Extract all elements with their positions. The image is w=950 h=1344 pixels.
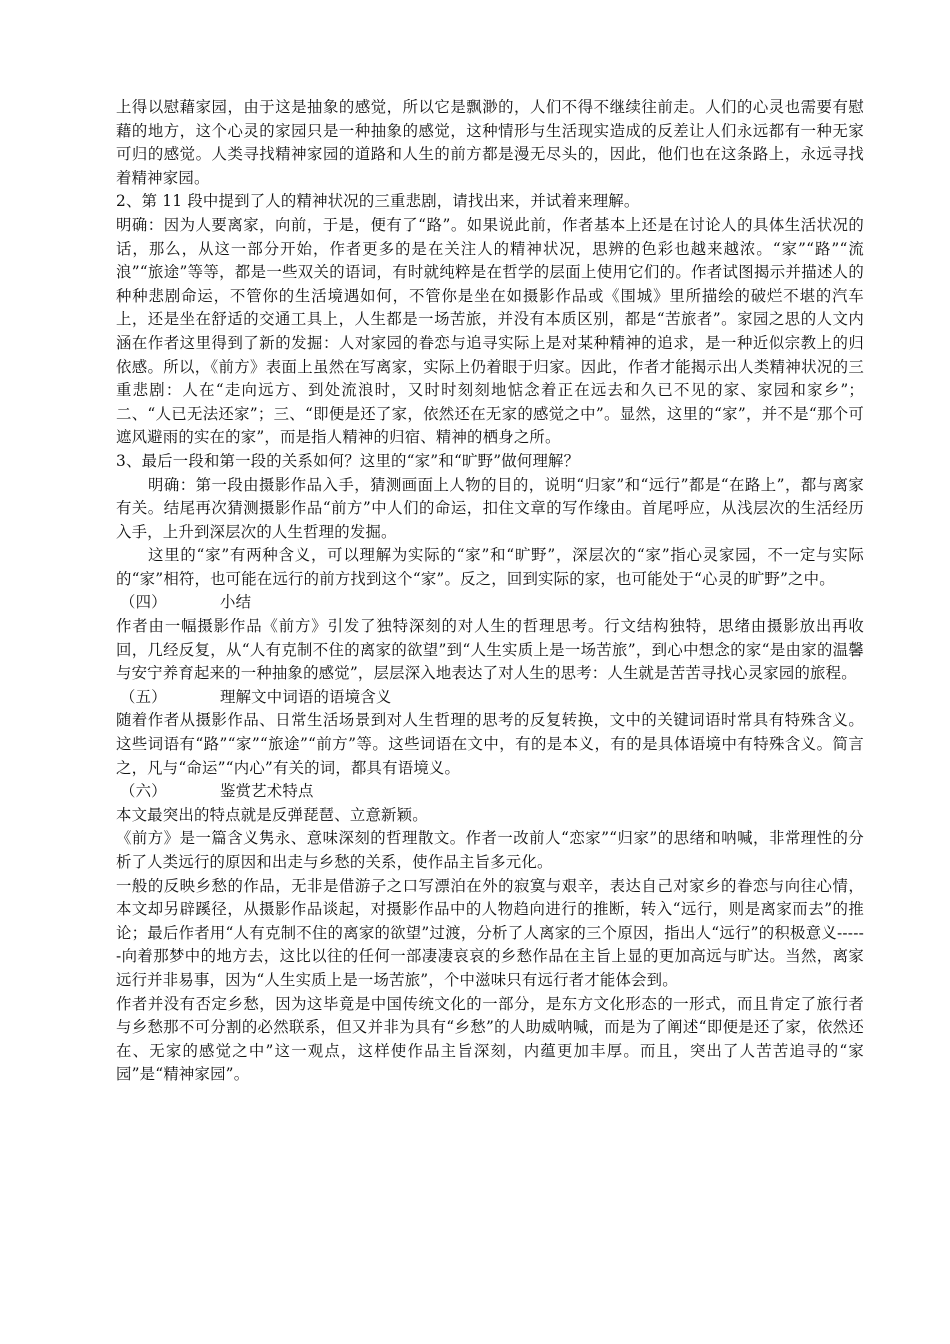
answer-3-part-1: 明确：第一段由摄影作品入手，猜测画面上人物的目的，说明“归家”和“远行”都是“在路上”，都与离家有关。结尾再次猜测摄影作品“前方”中人们的命运，扣住文章的写作缘由。首尾呼应，从浅层次的生活经历入手，上升到深层次的人生哲理的发掘。	[116, 475, 864, 541]
section-number: （四）	[120, 593, 167, 612]
question-3: 3、最后一段和第一段的关系如何？这里的“家”和“旷野”做何理解？	[116, 451, 580, 470]
section-heading-5	[116, 686, 864, 710]
word-meaning-paragraph: 随着作者从摄影作品、日常生活场景到对人生哲理的思考的反复转换，文中的关键词语时常具有特殊含义。这些词语有“路”“家”“旅途”“前方”等。这些词语在文中，有的是本义，有的是具体语境中有特殊含义。简言之，凡与“命运”“内心”有关的词，都具有语境义。	[116, 711, 864, 777]
art-feature-paragraph-1: 本文最突出的特点就是反弹琵琶、立意新颖。	[116, 805, 428, 824]
section-heading-4	[116, 591, 864, 615]
art-feature-paragraph-3: 一般的反映乡愁的作品，无非是借游子之口写漂泊在外的寂寞与艰辛，表达自己对家乡的眷恋与向往心情，本文却另辟蹊径，从摄影作品谈起，对摄影作品中的人物趋向进行的推断，转入“远行，则是离家而去”的推论；最后作者用“人有克制不住的离家的欲望”过渡，分析了人离家的三个原因，指出人“远行”的积极意义------向着那梦中的地方去，这比以往的任何一部凄凄哀哀的乡愁作品在主旨上显的更加高远与旷达。当然，离家远行并非易事，因为“人生实质上是一场苦旅”，个中滋味只有远行者才能体会到。	[116, 876, 864, 989]
section-heading-6	[116, 780, 864, 804]
art-feature-paragraph-2: 《前方》是一篇含义隽永、意味深刻的哲理散文。作者一改前人“恋家”“归家”的思绪和呐喊，非常理性的分析了人类远行的原因和出走与乡愁的关系，使作品主旨多元化。	[116, 829, 864, 871]
section-number: （六）	[120, 782, 167, 801]
section-title: 小结	[220, 593, 252, 612]
section-title: 理解文中词语的语境含义	[220, 687, 392, 706]
section-number: （五）	[120, 687, 167, 706]
section-title: 鉴赏艺术特点	[220, 782, 314, 801]
paragraph-spiritual-home: 上得以慰藉家园，由于这是抽象的感觉，所以它是飘渺的，人们不得不继续往前走。人们的心灵也需要有慰藉的地方，这个心灵的家园只是一种抽象的感觉，这种情形与生活现实造成的反差让人们永远都有一种无家可归的感觉。人类寻找精神家园的道路和人生的前方都是漫无尽头的，因此，他们也在这条路上，永远寻找着精神家园。	[116, 98, 864, 187]
answer-2: 明确：因为人要离家，向前，于是，便有了“路”。如果说此前，作者基本上还是在讨论人的具体生活状况的话，那么，从这一部分开始，作者更多的是在关注人的精神状况，思辨的色彩也越来越浓。“家”“路”“流浪”“旅途”等等，都是一些双关的语词，有时就纯粹是在哲学的层面上使用它们的。作者试图揭示并描述人的种种悲剧命运，不管你的生活境遇如何，不管你是坐在如摄影作品或《围城》里所描绘的破烂不堪的汽车上，还是坐在舒适的交通工具上，人生都是一场苦旅，并没有本质区别，都是“苦旅者”。家园之思的人文内涵在作者这里得到了新的发掘：人对家园的眷恋与追寻实际上是对某种精神的追求，是一种近似宗教上的归依感。所以，《前方》表面上虽然在写离家，实际上仍着眼于归家。因此，作者才能揭示出人类精神状况的三重悲剧：人在“走向远方、到处流浪时，又时时刻刻地惦念着正在远去和久已不见的家、家园和家乡”；二、“人已无法还家”；三、“即便是还了家，依然还在无家的感觉之中”。显然，这里的“家”，并不是“那个可遮风避雨的实在的家”，而是指人精神的归宿、精神的栖身之所。	[116, 215, 864, 447]
summary-paragraph: 作者由一幅摄影作品《前方》引发了独特深刻的对人生的哲理思考。行文结构独特，思绪由摄影放出再收回，几经反复，从“人有克制不住的离家的欲望”到“人生实质上是一场苦旅”，到心中想念的家“是由家的温馨与安宁养育起来的一种抽象的感觉”，层层深入地表达了对人生的思考：人生就是苦苦寻找心灵家园的旅程。	[116, 617, 864, 683]
answer-3-part-2: 这里的“家”有两种含义，可以理解为实际的“家”和“旷野”，深层次的“家”指心灵家园，不一定与实际的“家”相符，也可能在远行的前方找到这个“家”。反之，回到实际的家，也可能处于“心灵的旷野”之中。	[116, 546, 864, 588]
art-feature-paragraph-4: 作者并没有否定乡愁，因为这毕竟是中国传统文化的一部分，是东方文化形态的一形式，而且肯定了旅行者与乡愁那不可分割的必然联系，但又并非为具有“乡愁”的人助威呐喊，而是为了阐述“即便是还了家，依然还在、无家的感觉之中”这一观点，这样使作品主旨深刻，内蕴更加丰厚。而且，突出了人苦苦追寻的“家园”是“精神家园”。	[116, 994, 864, 1084]
document-page	[116, 96, 864, 1087]
question-2: 2、第 11 段中提到了人的精神状况的三重悲剧，请找出来，并试着来理解。	[116, 192, 640, 211]
